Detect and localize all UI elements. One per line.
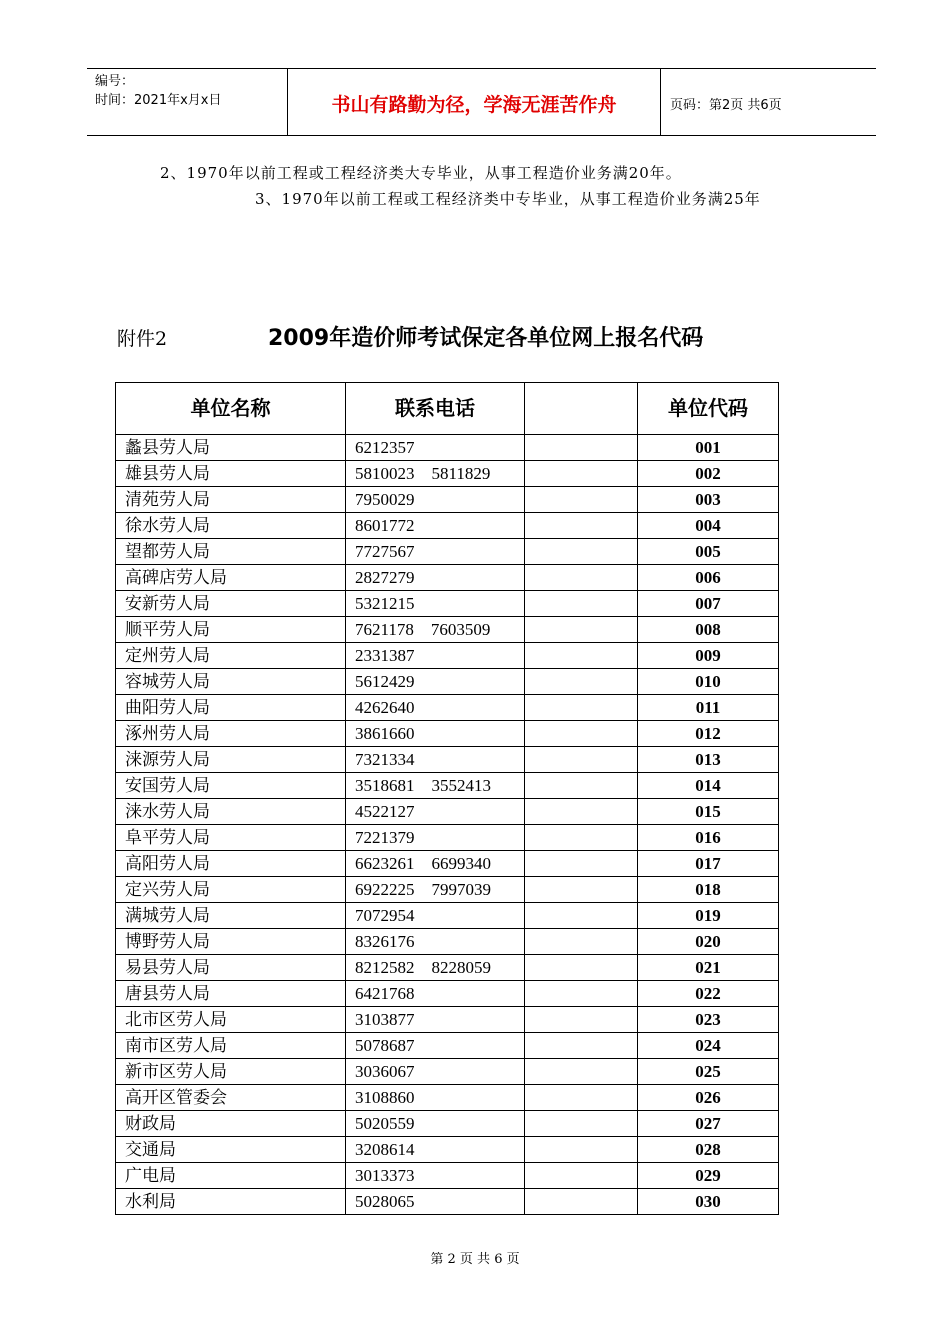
cell-unit-code: 027 xyxy=(638,1111,779,1137)
cell-unit-code: 029 xyxy=(638,1163,779,1189)
cell-unit-name: 曲阳劳人局 xyxy=(116,695,346,721)
cell-blank xyxy=(525,461,638,487)
table-row xyxy=(116,1033,779,1059)
cell-unit-code: 005 xyxy=(638,539,779,565)
table-row xyxy=(116,903,779,929)
table-row xyxy=(116,513,779,539)
column-header-unit-name: 单位名称 xyxy=(116,383,346,435)
cell-unit-code: 006 xyxy=(638,565,779,591)
cell-unit-name: 望都劳人局 xyxy=(116,539,346,565)
cell-unit-name: 博野劳人局 xyxy=(116,929,346,955)
cell-unit-code: 016 xyxy=(638,825,779,851)
cell-phone: 5810023 5811829 xyxy=(346,461,525,487)
table-row xyxy=(116,877,779,903)
cell-blank xyxy=(525,435,638,461)
cell-unit-code: 011 xyxy=(638,695,779,721)
document-time: 时间：2021年x月x日 xyxy=(95,93,222,108)
table-row xyxy=(116,617,779,643)
table-row xyxy=(116,1189,779,1215)
cell-unit-code: 008 xyxy=(638,617,779,643)
table-row xyxy=(116,435,779,461)
column-header-phone: 联系电话 xyxy=(346,383,525,435)
cell-unit-name: 交通局 xyxy=(116,1137,346,1163)
cell-unit-code: 028 xyxy=(638,1137,779,1163)
registration-code-table xyxy=(115,382,779,1215)
cell-phone: 8601772 xyxy=(346,513,525,539)
table-row xyxy=(116,799,779,825)
cell-unit-name: 定州劳人局 xyxy=(116,643,346,669)
cell-unit-name: 南市区劳人局 xyxy=(116,1033,346,1059)
cell-phone: 7072954 xyxy=(346,903,525,929)
header-meta xyxy=(95,72,221,110)
cell-blank xyxy=(525,695,638,721)
cell-unit-name: 阜平劳人局 xyxy=(116,825,346,851)
cell-phone: 6623261 6699340 xyxy=(346,851,525,877)
cell-unit-code: 024 xyxy=(638,1033,779,1059)
cell-phone: 8326176 xyxy=(346,929,525,955)
table-row xyxy=(116,1059,779,1085)
table-row xyxy=(116,669,779,695)
cell-blank xyxy=(525,487,638,513)
cell-phone: 6212357 xyxy=(346,435,525,461)
cell-unit-name: 蠡县劳人局 xyxy=(116,435,346,461)
cell-unit-code: 004 xyxy=(638,513,779,539)
cell-unit-code: 019 xyxy=(638,903,779,929)
header-page-info: 页码：第2页 共6页 xyxy=(670,98,782,113)
cell-unit-code: 009 xyxy=(638,643,779,669)
cell-unit-name: 定兴劳人局 xyxy=(116,877,346,903)
cell-phone: 5612429 xyxy=(346,669,525,695)
cell-unit-code: 023 xyxy=(638,1007,779,1033)
cell-blank xyxy=(525,773,638,799)
paragraph-item-2: 2、1970年以前工程或工程经济类大专毕业，从事工程造价业务满20年。 xyxy=(160,164,682,182)
cell-phone: 7727567 xyxy=(346,539,525,565)
cell-unit-code: 012 xyxy=(638,721,779,747)
cell-phone: 2331387 xyxy=(346,643,525,669)
cell-blank xyxy=(525,721,638,747)
cell-unit-code: 014 xyxy=(638,773,779,799)
table-row xyxy=(116,981,779,1007)
cell-blank xyxy=(525,1163,638,1189)
cell-blank xyxy=(525,955,638,981)
cell-unit-name: 高开区管委会 xyxy=(116,1085,346,1111)
cell-unit-code: 020 xyxy=(638,929,779,955)
cell-blank xyxy=(525,877,638,903)
table-row xyxy=(116,929,779,955)
cell-unit-name: 清苑劳人局 xyxy=(116,487,346,513)
cell-unit-code: 021 xyxy=(638,955,779,981)
cell-blank xyxy=(525,747,638,773)
table-row xyxy=(116,461,779,487)
cell-blank xyxy=(525,539,638,565)
table-row xyxy=(116,747,779,773)
cell-unit-name: 水利局 xyxy=(116,1189,346,1215)
cell-unit-code: 025 xyxy=(638,1059,779,1085)
cell-phone: 3013373 xyxy=(346,1163,525,1189)
table-row xyxy=(116,773,779,799)
cell-unit-name: 涞水劳人局 xyxy=(116,799,346,825)
cell-blank xyxy=(525,1007,638,1033)
cell-phone: 3518681 3552413 xyxy=(346,773,525,799)
table-row xyxy=(116,1137,779,1163)
cell-unit-name: 广电局 xyxy=(116,1163,346,1189)
cell-blank xyxy=(525,981,638,1007)
cell-unit-name: 涿州劳人局 xyxy=(116,721,346,747)
cell-unit-code: 030 xyxy=(638,1189,779,1215)
cell-unit-name: 容城劳人局 xyxy=(116,669,346,695)
header-bottom-rule xyxy=(87,135,876,136)
cell-unit-code: 003 xyxy=(638,487,779,513)
column-header-unit-code: 单位代码 xyxy=(638,383,779,435)
cell-unit-name: 满城劳人局 xyxy=(116,903,346,929)
cell-phone: 3861660 xyxy=(346,721,525,747)
cell-blank xyxy=(525,669,638,695)
cell-unit-name: 徐水劳人局 xyxy=(116,513,346,539)
cell-phone: 3208614 xyxy=(346,1137,525,1163)
cell-blank xyxy=(525,643,638,669)
cell-phone: 6922225 7997039 xyxy=(346,877,525,903)
document-number: 编号： xyxy=(95,74,135,89)
cell-unit-code: 007 xyxy=(638,591,779,617)
table-row xyxy=(116,955,779,981)
cell-unit-name: 高碑店劳人局 xyxy=(116,565,346,591)
cell-blank xyxy=(525,1033,638,1059)
cell-unit-code: 010 xyxy=(638,669,779,695)
paragraph-item-3: 3、1970年以前工程或工程经济类中专毕业，从事工程造价业务满25年 xyxy=(255,190,761,208)
cell-phone: 2827279 xyxy=(346,565,525,591)
cell-blank xyxy=(525,565,638,591)
cell-unit-name: 安新劳人局 xyxy=(116,591,346,617)
cell-blank xyxy=(525,851,638,877)
table-row xyxy=(116,565,779,591)
table-row xyxy=(116,539,779,565)
page-footer: 第 2 页 共 6 页 xyxy=(430,1252,520,1267)
header-top-rule xyxy=(87,68,876,69)
cell-blank xyxy=(525,1111,638,1137)
cell-blank xyxy=(525,1059,638,1085)
annex-label: 附件2 xyxy=(117,328,168,350)
cell-phone: 3036067 xyxy=(346,1059,525,1085)
table-row xyxy=(116,851,779,877)
table-header-row xyxy=(116,383,779,435)
cell-blank xyxy=(525,929,638,955)
cell-unit-name: 新市区劳人局 xyxy=(116,1059,346,1085)
table-row xyxy=(116,695,779,721)
cell-phone: 6421768 xyxy=(346,981,525,1007)
cell-unit-code: 013 xyxy=(638,747,779,773)
cell-phone: 3108860 xyxy=(346,1085,525,1111)
cell-phone: 3103877 xyxy=(346,1007,525,1033)
cell-blank xyxy=(525,1189,638,1215)
cell-blank xyxy=(525,513,638,539)
table-row xyxy=(116,1085,779,1111)
cell-unit-name: 财政局 xyxy=(116,1111,346,1137)
cell-blank xyxy=(525,1137,638,1163)
cell-unit-name: 唐县劳人局 xyxy=(116,981,346,1007)
cell-blank xyxy=(525,591,638,617)
table-row xyxy=(116,1163,779,1189)
table-row xyxy=(116,825,779,851)
cell-unit-name: 顺平劳人局 xyxy=(116,617,346,643)
cell-unit-code: 022 xyxy=(638,981,779,1007)
table-row xyxy=(116,721,779,747)
cell-blank xyxy=(525,1085,638,1111)
cell-phone: 7621178 7603509 xyxy=(346,617,525,643)
cell-unit-name: 高阳劳人局 xyxy=(116,851,346,877)
cell-unit-code: 018 xyxy=(638,877,779,903)
cell-phone: 5028065 xyxy=(346,1189,525,1215)
cell-unit-code: 017 xyxy=(638,851,779,877)
table-row xyxy=(116,1111,779,1137)
cell-phone: 4262640 xyxy=(346,695,525,721)
cell-phone: 8212582 8228059 xyxy=(346,955,525,981)
table-row xyxy=(116,591,779,617)
table-row xyxy=(116,487,779,513)
cell-blank xyxy=(525,617,638,643)
cell-unit-code: 026 xyxy=(638,1085,779,1111)
cell-unit-name: 雄县劳人局 xyxy=(116,461,346,487)
cell-blank xyxy=(525,903,638,929)
cell-unit-name: 易县劳人局 xyxy=(116,955,346,981)
cell-phone: 5321215 xyxy=(346,591,525,617)
cell-phone: 7221379 xyxy=(346,825,525,851)
cell-unit-name: 安国劳人局 xyxy=(116,773,346,799)
column-header-blank xyxy=(525,383,638,435)
cell-unit-code: 002 xyxy=(638,461,779,487)
cell-phone: 7950029 xyxy=(346,487,525,513)
cell-blank xyxy=(525,825,638,851)
cell-unit-name: 北市区劳人局 xyxy=(116,1007,346,1033)
cell-phone: 5020559 xyxy=(346,1111,525,1137)
cell-unit-code: 015 xyxy=(638,799,779,825)
table-row xyxy=(116,1007,779,1033)
cell-phone: 7321334 xyxy=(346,747,525,773)
cell-unit-name: 涞源劳人局 xyxy=(116,747,346,773)
header-motto: 书山有路勤为径，学海无涯苦作舟 xyxy=(331,94,617,116)
cell-unit-code: 001 xyxy=(638,435,779,461)
page-title: 2009年造价师考试保定各单位网上报名代码 xyxy=(268,326,704,351)
cell-phone: 5078687 xyxy=(346,1033,525,1059)
cell-blank xyxy=(525,799,638,825)
table-row xyxy=(116,643,779,669)
cell-phone: 4522127 xyxy=(346,799,525,825)
